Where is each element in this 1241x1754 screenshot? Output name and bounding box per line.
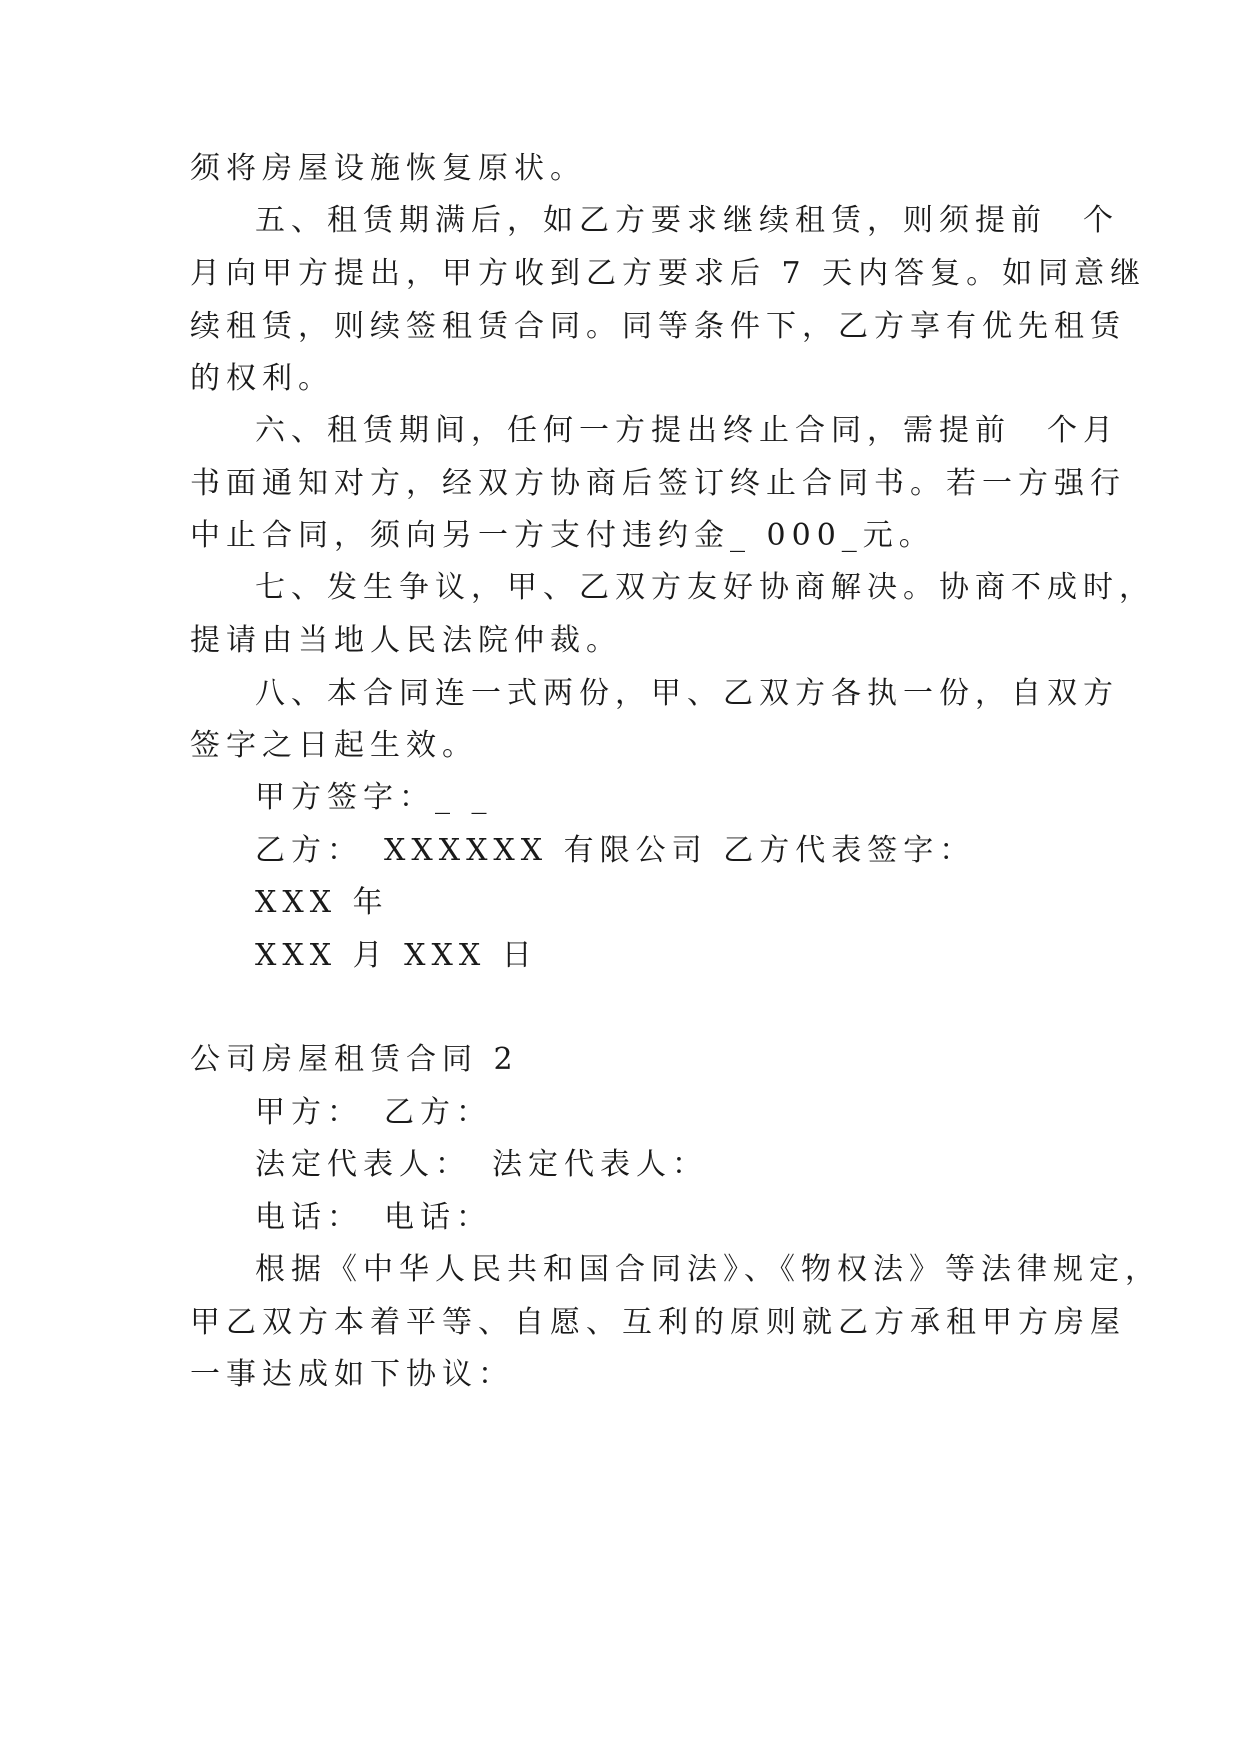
date-month-day-line: XXX 月 XXX 日	[255, 938, 538, 973]
party-a-signature-line: 甲方签字：_ _	[255, 780, 493, 815]
phone-line: 电话： 电话：	[255, 1200, 492, 1235]
text-line: 书面通知对方，经双方协商后签订终止合同书。若一方强行	[190, 466, 1126, 501]
parties-line: 甲方： 乙方：	[255, 1095, 492, 1130]
date-year-line: XXX 年	[255, 885, 389, 920]
preamble-line: 根据《中华人民共和国合同法》、《物权法》等法律规定，	[255, 1252, 1161, 1287]
clause-7-line: 七、发生争议，甲、乙双方友好协商解决。协商不成时，	[255, 570, 1155, 605]
party-b-signature-line: 乙方： XXXXXX 有限公司 乙方代表签字：	[255, 833, 976, 868]
text-line: 签字之日起生效。	[190, 728, 478, 763]
text-line: 甲乙双方本着平等、自愿、互利的原则就乙方承租甲方房屋	[190, 1305, 1126, 1340]
text-line: 提请由当地人民法院仲裁。	[190, 623, 622, 658]
text-line: 一事达成如下协议：	[190, 1357, 514, 1392]
clause-8-line: 八、本合同连一式两份，甲、乙双方各执一份，自双方	[255, 676, 1119, 711]
text-line: 中止合同，须向另一方支付违约金_ 000_元。	[190, 518, 935, 553]
text-line: 续租赁，则续签租赁合同。同等条件下，乙方享有优先租赁	[190, 309, 1126, 344]
legal-representative-line: 法定代表人： 法定代表人：	[255, 1147, 708, 1182]
text-line: 月向甲方提出，甲方收到乙方要求后 7 天内答复。如同意继	[190, 256, 1147, 291]
clause-6-line: 六、租赁期间，任何一方提出终止合同，需提前 个月	[255, 413, 1119, 448]
clause-5-line: 五、租赁期满后，如乙方要求继续租赁，则须提前 个	[255, 203, 1119, 238]
text-line: 须将房屋设施恢复原状。	[190, 151, 586, 186]
contract-2-title: 公司房屋租赁合同 2	[190, 1042, 519, 1077]
text-line: 的权利。	[190, 361, 334, 396]
